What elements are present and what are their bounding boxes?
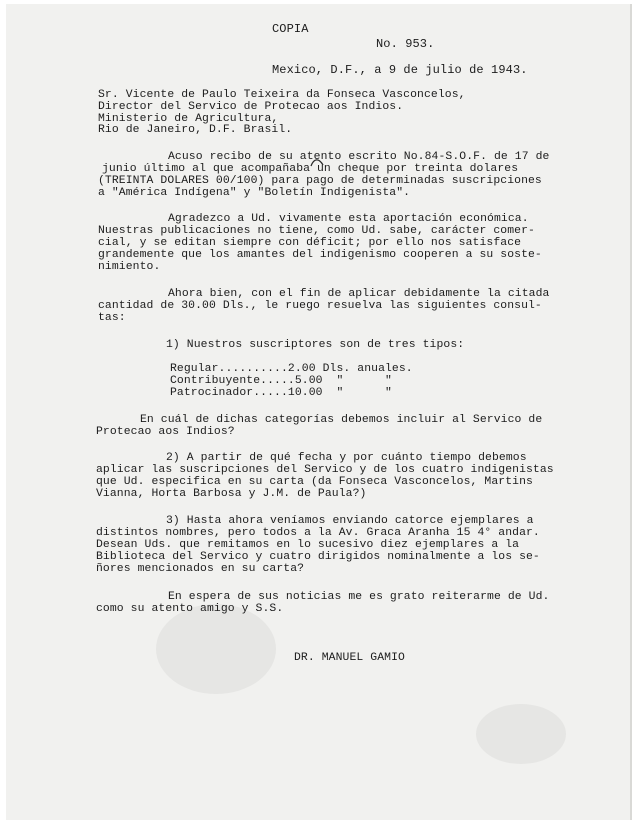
subscriber-type-patron: Patrocinador.....10.00 " " [170,387,392,399]
paragraph-2-line: cial, y se editan siempre con déficit; por ello nos satisface [98,237,522,249]
paragraph-2-line: Nuestras publicaciones no tiene, como Ud. sabe, carácter comer- [98,225,535,237]
signature-name: DR. MANUEL GAMIO [294,652,405,664]
paragraph-3-line: tas: [98,312,126,324]
question-2-line: que Ud. especifica en su carta (da Fonseca Vasconcelos, Martins [96,476,533,488]
paragraph-3-line: Ahora bien, con el fin de aplicar debidamente la citada [168,288,550,300]
paper-stain [156,604,276,694]
paragraph-2-line: Agradezco a Ud. vivamente esta aportación económica. [168,213,529,225]
question-3-line: 3) Hasta ahora veníamos enviando catorce ejemplares a [166,515,534,527]
letter-number: No. 953. [376,37,435,51]
question-3-line: Desean Uds. que remitamos en lo sucesivo diez ejemplares a la [96,539,520,551]
closing-line: En espera de sus noticias me es grato reiterarme de Ud. [168,591,550,603]
subscriber-type-contributor: Contribuyente.....5.00 " " [170,375,392,387]
paragraph-1-line: Acuso recibo de su atento escrito No.84-S.O.F. de 17 de [168,151,550,163]
closing-line: como su atento amigo y S.S. [96,603,284,615]
question-1-followup: En cuál de dichas categorías debemos incluir al Servico de [140,414,543,426]
question-2-line: Vianna, Horta Barbosa y J.M. de Paula?) [96,488,367,500]
recipient-line: Director del Servico de Protecao aos Indios. [98,101,404,113]
paragraph-1-line: junio último al que acompañaba un cheque por treinta dolares [102,163,519,175]
question-1: 1) Nuestros suscriptores son de tres tipos: [166,339,465,351]
paragraph-3-line: cantidad de 30.00 Dls., le ruego resuelva las siguientes consul- [98,300,542,312]
paragraph-1-line: (TREINTA DOLARES 00/100) para pago de determinadas suscripciones [98,175,542,187]
paper-stain [476,704,566,764]
question-2-line: aplicar las suscripciones del Servico y de los cuatro indigenistas [96,464,554,476]
recipient-line: Sr. Vicente de Paulo Teixeira da Fonseca Vasconcelos, [98,89,466,101]
paragraph-1-line: a "América Indígena" y "Boletín Indigenista". [98,187,411,199]
question-3-line: distintos nombres, pero todos a la Av. Graca Aranha 15 4° andar. [96,527,540,539]
recipient-line: Rio de Janeiro, D.F. Brasil. [98,124,293,136]
handwritten-correction-mark [310,156,324,172]
question-2-line: 2) A partir de qué fecha y por cuánto tiempo debemos [166,452,527,464]
question-3-line: ñores mencionados en su carta? [96,563,305,575]
recipient-line: Ministerio de Agricultura, [98,113,279,125]
paragraph-2-line: grandemente que los amantes del indigenismo cooperen a su soste- [98,249,542,261]
paragraph-2-line: nimiento. [98,261,161,273]
subscriber-type-regular: Regular..........2.00 Dls. anuales. [170,363,413,375]
question-1-followup: Protecao aos Indios? [96,426,235,438]
question-3-line: Biblioteca del Servico y cuatro dirigidos nominalmente a los se- [96,551,540,563]
copy-heading: COPIA [272,22,309,36]
place-date: Mexico, D.F., a 9 de julio de 1943. [272,63,528,77]
